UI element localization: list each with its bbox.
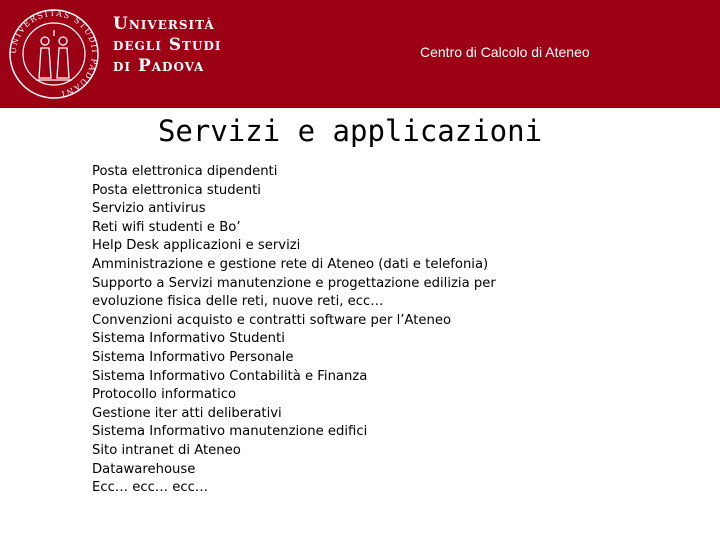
university-name-line-1: Università: [113, 14, 215, 34]
list-item: Ecc… ecc… ecc…: [92, 480, 209, 496]
list-item: Convenzioni acquisto e contratti software per l’Ateneo: [92, 312, 452, 328]
list-item: Datawarehouse: [92, 461, 196, 477]
university-name: [113, 14, 221, 77]
list-item: Sistema Informativo manutenzione edifici: [92, 424, 368, 440]
header-banner: [0, 0, 720, 108]
university-name-line-3: di Padova: [113, 56, 205, 76]
services-list: [92, 163, 496, 498]
list-item: Gestione iter atti deliberativi: [92, 405, 282, 421]
list-item: Posta elettronica studenti: [92, 182, 261, 198]
list-item: evoluzione fisica delle reti, nuove reti, ecc…: [92, 294, 384, 310]
university-name-line-2: degli Studi: [113, 35, 222, 55]
list-item: Sistema Informativo Contabilità e Finanza: [92, 368, 368, 384]
list-item: Protocollo informatico: [92, 387, 237, 403]
department-name: Centro di Calcolo di Ateneo: [420, 44, 590, 60]
list-item: Amministrazione e gestione rete di Ateneo (dati e telefonia): [92, 256, 489, 272]
list-item: Supporto a Servizi manutenzione e progettazione edilizia per: [92, 275, 496, 291]
list-item: Sistema Informativo Studenti: [92, 331, 285, 347]
list-item: Sito intranet di Ateneo: [92, 442, 241, 458]
slide-title: Servizi e applicazioni: [157, 114, 543, 148]
list-item: Reti wifi studenti e Bo’: [92, 219, 241, 235]
list-item: Sistema Informativo Personale: [92, 349, 294, 365]
university-seal-logo: [8, 8, 100, 100]
list-item: Posta elettronica dipendenti: [92, 164, 278, 179]
seal-text: UNIVERSITAS STUDII PADUANI: [8, 8, 100, 99]
list-item: Servizio antivirus: [92, 201, 206, 217]
list-item: Help Desk applicazioni e servizi: [92, 238, 301, 254]
